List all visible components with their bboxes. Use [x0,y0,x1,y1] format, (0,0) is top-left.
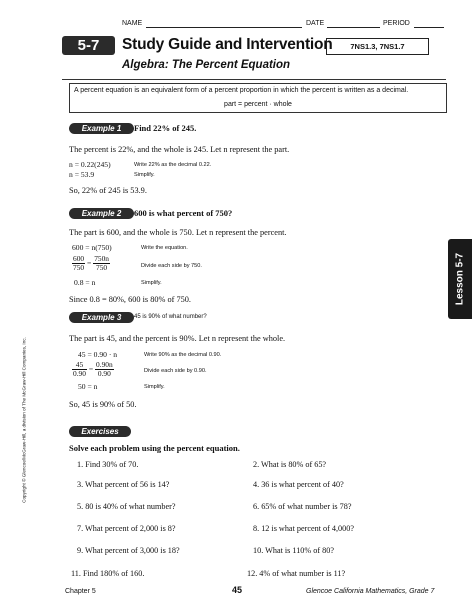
exercise-item: 9. What percent of 3,000 is 18? [77,546,180,555]
example1-step2-note: Simplify. [134,172,155,178]
example1-step1-note: Write 22% as the decimal 0.22. [134,162,212,168]
example2-label: Example 2 [69,208,134,219]
example2-question: 600 is what percent of 750? [134,208,233,218]
example1-conclusion: So, 22% of 245 is 53.9. [69,186,147,195]
exercise-item: 7. What percent of 2,000 is 8? [77,524,176,533]
example3-question: 45 is 90% of what number? [134,314,207,320]
example2-intro: The part is 600, and the whole is 750. Let n represent the percent. [69,228,287,237]
exercise-item: 3. What percent of 56 is 14? [77,480,170,489]
example2-conclusion: Since 0.8 = 80%, 600 is 80% of 750. [69,295,191,304]
definition-box [69,83,447,113]
fraction-left: $\frac{600}{750}$ [73,254,85,272]
example2-step2-note: Divide each side by 750. [141,263,202,269]
example2-step2-eq: $\frac{600}{750}$ = $\frac{750n}{750}$ [73,254,109,272]
exercises-instruction: Solve each problem using the percent equation. [69,443,240,453]
exercise-item: 1. Find 30% of 70. [77,460,139,469]
exercise-item: 11. Find 180% of 160. [71,569,145,578]
example2-step1-note: Write the equation. [141,245,188,251]
name-label: NAME [122,20,143,27]
example3-step3-note: Simplify. [144,384,165,390]
exercise-item: 6. 65% of what number is 78? [253,502,352,511]
fraction-right: $\frac{750n}{750}$ [94,254,109,272]
example3-conclusion: So, 45 is 90% of 50. [69,400,137,409]
lesson-tab [448,239,472,319]
example1-label: Example 1 [69,123,134,134]
lesson-badge: 5-7 [62,36,115,55]
example2-step3-eq: 0.8 = n [74,278,96,287]
period-field[interactable] [414,27,444,28]
divider [62,79,446,80]
example3-step2-eq: $\frac{45}{0.90}$ = $\frac{0.90n}{0.90}$ [73,360,113,378]
exercise-item: 8. 12 is what percent of 4,000? [253,524,354,533]
example3-intro: The part is 45, and the percent is 90%. Let n represent the whole. [69,334,286,343]
footer-chapter: Chapter 5 [65,588,96,595]
example2-step1-eq: 600 = n(750) [72,243,112,252]
exercise-item: 4. 36 is what percent of 40? [253,480,344,489]
exercises-label: Exercises [69,426,131,437]
exercise-item: 2. What is 80% of 65? [253,460,327,469]
date-field[interactable] [327,27,380,28]
date-label: DATE [306,20,325,27]
footer-page-number: 45 [232,585,243,595]
name-field[interactable] [146,27,302,28]
copyright [20,290,28,550]
example3-step1-eq: 45 = 0.90 · n [78,350,118,359]
standards-box: 7NS1.3, 7NS1.7 [326,38,429,55]
example3-label: Example 3 [69,312,134,323]
fraction-left: $\frac{45}{0.90}$ [73,360,86,378]
example3-step3-eq: 50 = n [78,382,98,391]
example3-step2-note: Divide each side by 0.90. [144,368,207,374]
page-subtitle: Algebra: The Percent Equation [122,59,291,71]
exercise-item: 5. 80 is 40% of what number? [77,502,176,511]
example1-step2-eq: n = 53.9 [69,170,95,179]
lesson-tab-label: Lesson 5-7 [454,252,466,306]
copyright-text: Copyright © Glencoe/McGraw-Hill, a division of The McGraw-Hill Companies, Inc. [21,337,27,503]
exercise-item: 12. 4% of what number is 11? [247,569,346,578]
footer-book: Glencoe California Mathematics, Grade 7 [306,588,435,595]
page-title: Study Guide and Intervention [122,36,333,53]
definition-formula: part = percent · whole [224,101,292,108]
example1-intro: The percent is 22%, and the whole is 245. Let n represent the part. [69,145,290,154]
period-label: PERIOD [383,20,410,27]
example1-question: Find 22% of 245. [134,123,197,133]
fraction-right: $\frac{0.90n}{0.90}$ [96,360,113,378]
definition-text: A percent equation is an equivalent form of a percent proportion in which the percent is written as a decimal. [74,87,409,94]
example3-step1-note: Write 90% as the decimal 0.90. [144,352,222,358]
exercise-item: 10. What is 110% of 80? [253,546,334,555]
example2-step3-note: Simplify. [141,280,162,286]
example1-step1-eq: n = 0.22(245) [69,160,111,169]
